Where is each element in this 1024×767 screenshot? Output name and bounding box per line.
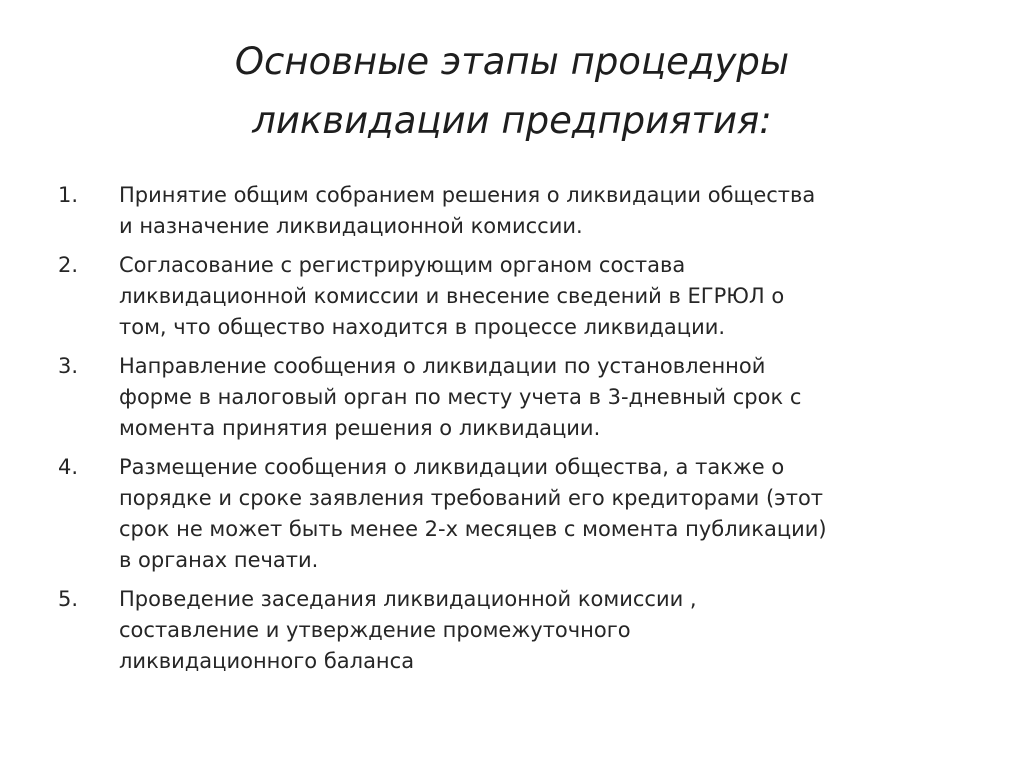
item-text-line: Направление сообщения о ликвидации по установленной — [119, 354, 766, 378]
item-text-line: в органах печати. — [119, 548, 319, 572]
item-number: 3. — [58, 354, 79, 378]
list-item — [58, 180, 958, 242]
item-text-line: том, что общество находится в процессе ликвидации. — [119, 315, 726, 339]
item-text-line: момента принятия решения о ликвидации. — [119, 416, 601, 440]
item-text-line: и назначение ликвидационной комиссии. — [119, 214, 583, 238]
item-number: 5. — [58, 587, 79, 611]
item-text — [119, 452, 958, 576]
list-item — [58, 250, 958, 343]
item-text-line: составление и утверждение промежуточного — [119, 618, 631, 642]
item-text-line: Проведение заседания ликвидационной комиссии , — [119, 587, 697, 611]
item-text-line: форме в налоговый орган по месту учета в 3-дневный срок с — [119, 385, 802, 409]
item-text-line: Размещение сообщения о ликвидации общества, а также о — [119, 455, 785, 479]
list-item — [58, 452, 958, 576]
item-text-line: ликвидационной комиссии и внесение сведений в ЕГРЮЛ о — [119, 284, 785, 308]
item-text — [119, 351, 958, 444]
item-text — [119, 250, 958, 343]
item-number: 2. — [58, 253, 79, 277]
item-text-line: ликвидационного баланса — [119, 649, 415, 673]
list-item — [58, 584, 958, 677]
slide-title-line-1: Основные этапы процедуры — [234, 40, 790, 83]
item-number: 1. — [58, 183, 79, 207]
steps-list — [58, 180, 958, 685]
list-item — [58, 351, 958, 444]
item-text — [119, 180, 958, 242]
item-number: 4. — [58, 455, 79, 479]
slide-title — [0, 32, 1024, 150]
item-text-line: срок не может быть менее 2-х месяцев с момента публикации) — [119, 517, 827, 541]
item-text-line: Принятие общим собранием решения о ликвидации общества — [119, 183, 816, 207]
item-text — [119, 584, 958, 677]
item-text-line: порядке и сроке заявления требований его кредиторами (этот — [119, 486, 824, 510]
slide-title-line-2: ликвидации предприятия: — [252, 99, 772, 142]
item-text-line: Согласование с регистрирующим органом состава — [119, 253, 686, 277]
